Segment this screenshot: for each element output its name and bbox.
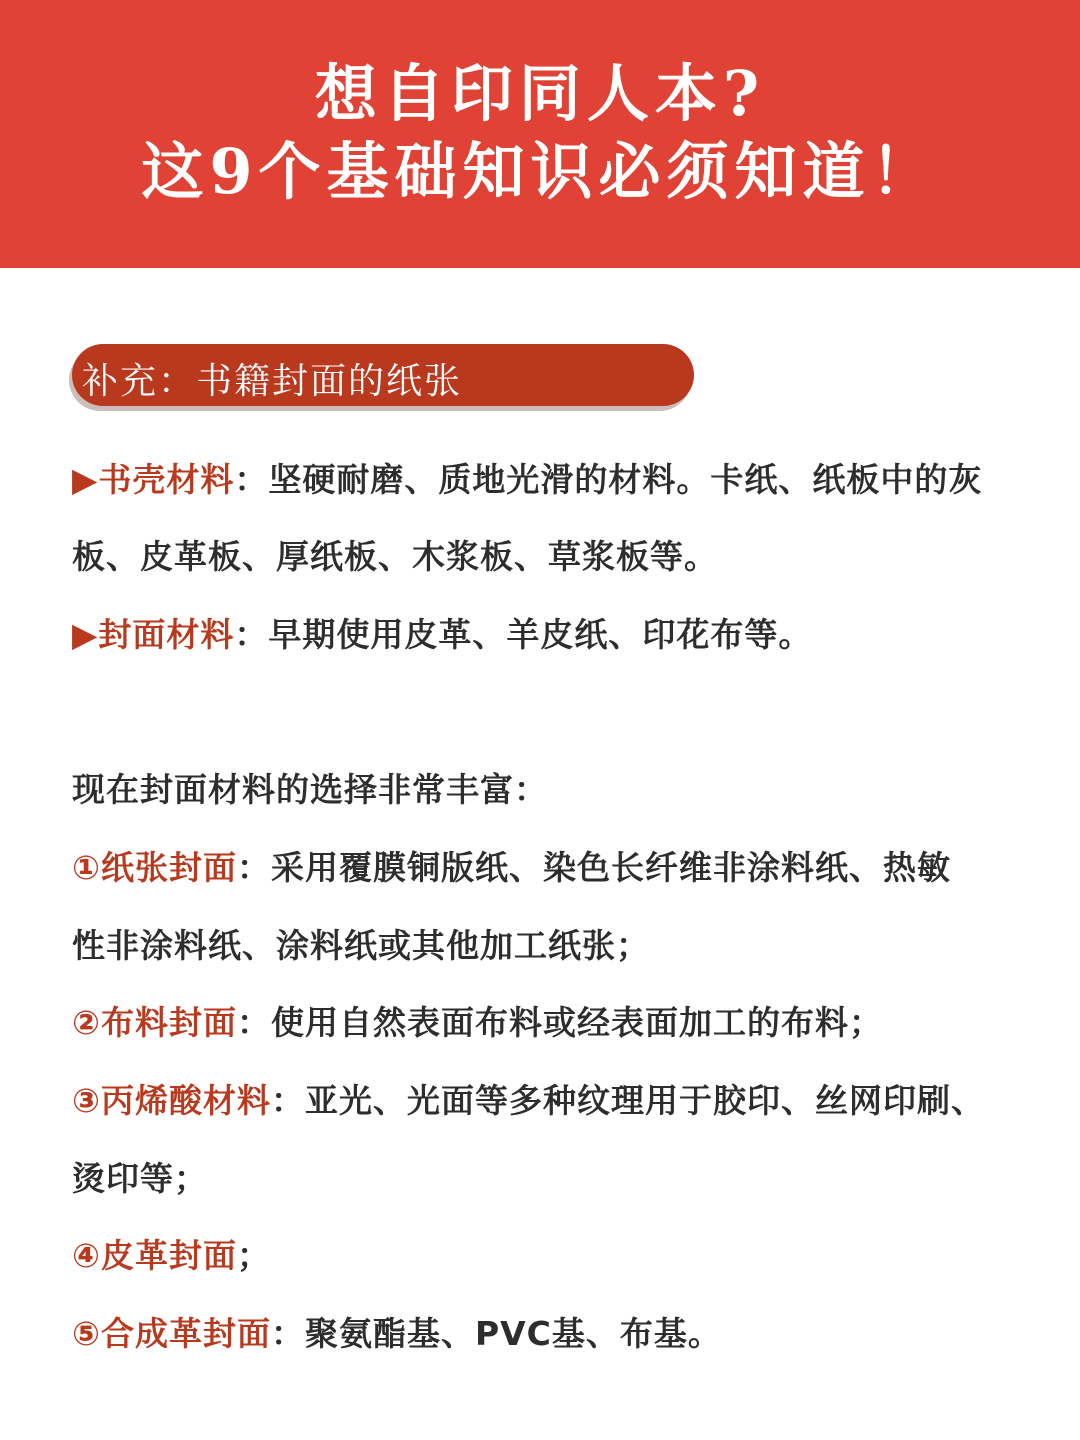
- cover-material-term: 封面材料: [98, 615, 235, 654]
- board-material-term: 书壳材料: [98, 460, 235, 499]
- material-text: 亚光、光面等多种纹理用于胶印、丝网印刷、: [304, 1081, 985, 1120]
- play-icon: ▶: [72, 460, 99, 499]
- title-line-2: 这9个基础知识必须知道！: [141, 135, 939, 208]
- intro-text: 现在封面材料的选择非常丰富：: [72, 770, 548, 809]
- intro-line: [72, 764, 548, 811]
- material-item-5: [72, 1308, 722, 1355]
- material-term: ②布料封面: [72, 1003, 237, 1042]
- material-term: ③丙烯酸材料: [72, 1081, 271, 1120]
- material-item-3: [72, 1075, 985, 1122]
- board-material-line: [72, 454, 982, 501]
- section-heading-label: 补充：书籍封面的纸张: [82, 361, 463, 402]
- cover-material-sep: ：: [234, 615, 269, 654]
- material-text-cont: 烫印等；: [72, 1159, 208, 1198]
- material-term: ①纸张封面: [72, 848, 237, 887]
- material-term: ④皮革封面: [72, 1236, 237, 1275]
- material-sep: ；: [236, 1236, 271, 1275]
- material-item-3-cont: [72, 1153, 208, 1200]
- material-term: ⑤合成革封面: [72, 1314, 271, 1353]
- material-sep: ：: [270, 1314, 305, 1353]
- board-material-sep: ：: [234, 460, 269, 499]
- material-sep: ：: [236, 848, 271, 887]
- board-material-line-cont: [72, 531, 718, 578]
- material-text-cont: 性非涂料纸、涂料纸或其他加工纸张；: [72, 926, 650, 965]
- material-item-1-cont: [72, 920, 650, 967]
- material-text: 聚氨酯基、PVC基、布基。: [304, 1314, 722, 1353]
- board-material-text-cont: 板、皮革板、厚纸板、木浆板、草浆板等。: [72, 537, 718, 576]
- header-banner: [0, 0, 1080, 268]
- section-heading: [72, 344, 694, 406]
- material-sep: ：: [270, 1081, 305, 1120]
- cover-material-line: [72, 609, 812, 656]
- title-line-1: 想自印同人本?: [314, 57, 766, 130]
- material-text: 采用覆膜铜版纸、染色长纤维非涂料纸、热敏: [270, 848, 951, 887]
- material-item-2: [72, 997, 883, 1044]
- material-item-1: [72, 842, 951, 889]
- board-material-text: 坚硬耐磨、质地光滑的材料。卡纸、纸板中的灰: [268, 460, 983, 499]
- material-text: 使用自然表面布料或经表面加工的布料；: [270, 1003, 883, 1042]
- cover-material-text: 早期使用皮革、羊皮纸、印花布等。: [268, 615, 813, 654]
- material-item-4: [72, 1230, 271, 1277]
- play-icon: ▶: [72, 615, 99, 654]
- material-sep: ：: [236, 1003, 271, 1042]
